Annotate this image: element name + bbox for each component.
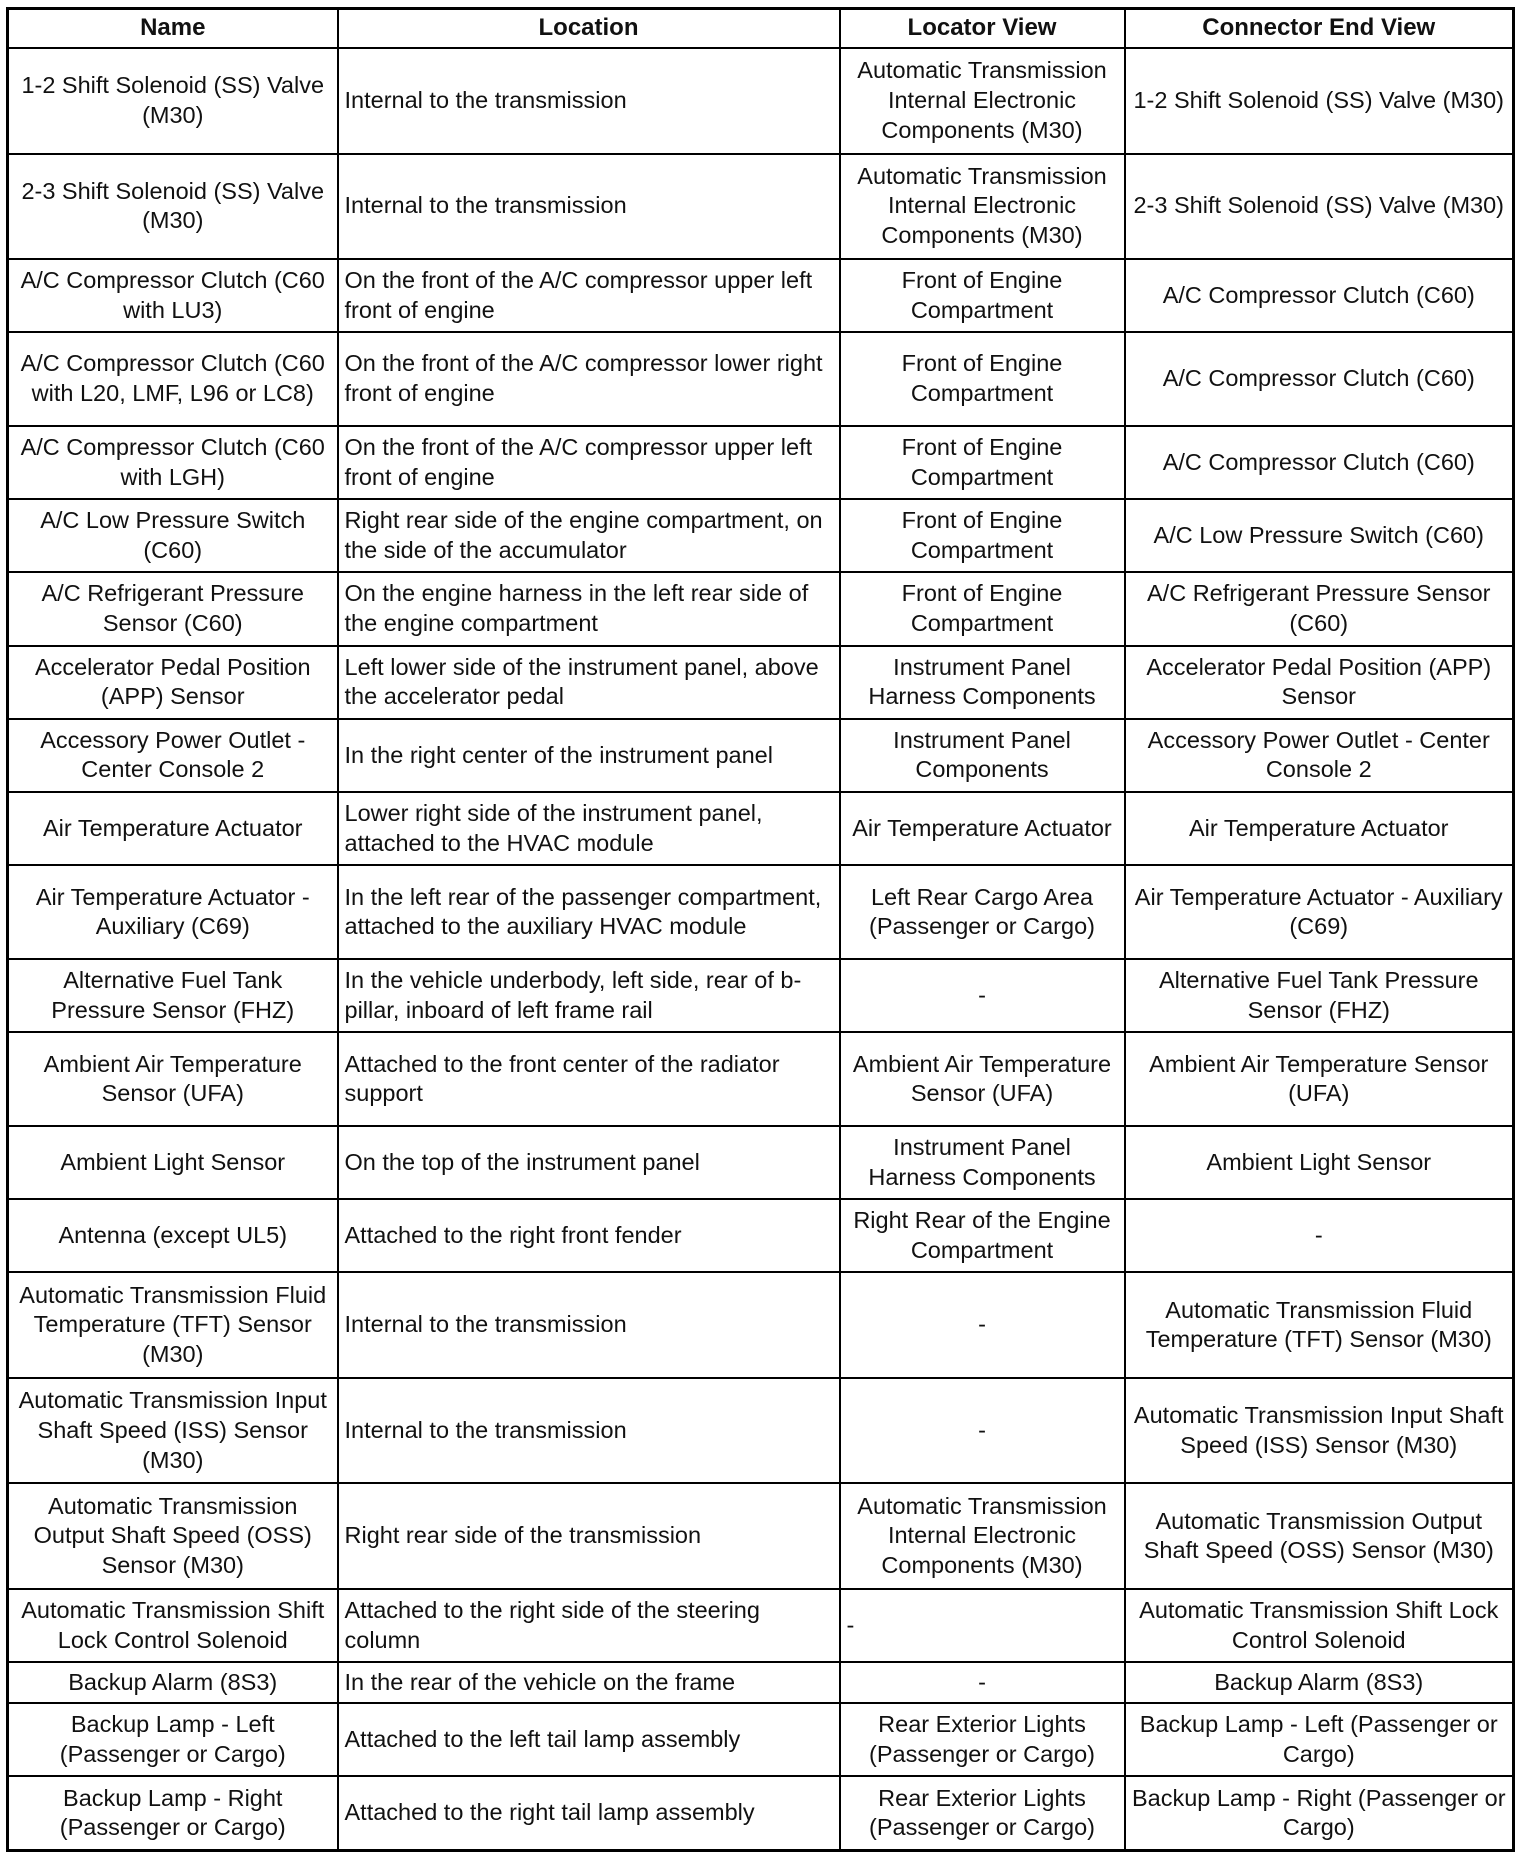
table-row xyxy=(8,1703,1514,1776)
table-row xyxy=(8,646,1514,719)
cell-name: A/C Compressor Clutch (C60 with LU3) xyxy=(8,259,338,332)
cell-connector-end-view: Ambient Light Sensor xyxy=(1125,1126,1514,1199)
column-header-locator-view: Locator View xyxy=(840,9,1125,49)
table-row xyxy=(8,865,1514,959)
cell-locator-view: Instrument Panel Harness Components xyxy=(840,646,1125,719)
cell-location: In the vehicle underbody, left side, rear of b-pillar, inboard of left frame rail xyxy=(338,959,840,1032)
cell-name: Air Temperature Actuator - Auxiliary (C69) xyxy=(8,865,338,959)
cell-connector-end-view: A/C Refrigerant Pressure Sensor (C60) xyxy=(1125,572,1514,645)
cell-location: Attached to the left tail lamp assembly xyxy=(338,1703,840,1776)
cell-location: Attached to the right side of the steering column xyxy=(338,1589,840,1662)
cell-connector-end-view: Accessory Power Outlet - Center Console 2 xyxy=(1125,719,1514,792)
cell-location: Attached to the right front fender xyxy=(338,1199,840,1272)
cell-location: On the top of the instrument panel xyxy=(338,1126,840,1199)
table-row xyxy=(8,259,1514,332)
cell-connector-end-view: A/C Compressor Clutch (C60) xyxy=(1125,426,1514,499)
table-row xyxy=(8,1483,1514,1589)
cell-location: Lower right side of the instrument panel, attached to the HVAC module xyxy=(338,792,840,865)
table-row xyxy=(8,1589,1514,1662)
table-row xyxy=(8,499,1514,572)
cell-location: Internal to the transmission xyxy=(338,1378,840,1484)
table-row xyxy=(8,48,1514,154)
cell-connector-end-view: 1-2 Shift Solenoid (SS) Valve (M30) xyxy=(1125,48,1514,154)
cell-locator-view: - xyxy=(840,1662,1125,1703)
table-row xyxy=(8,1662,1514,1703)
cell-name: Backup Alarm (8S3) xyxy=(8,1662,338,1703)
cell-name: Automatic Transmission Output Shaft Speed (OSS) Sensor (M30) xyxy=(8,1483,338,1589)
cell-name: Ambient Light Sensor xyxy=(8,1126,338,1199)
cell-locator-view: Front of Engine Compartment xyxy=(840,499,1125,572)
cell-locator-view: - xyxy=(840,1589,1125,1662)
cell-connector-end-view: A/C Low Pressure Switch (C60) xyxy=(1125,499,1514,572)
column-header-connector-end-view: Connector End View xyxy=(1125,9,1514,49)
cell-connector-end-view: Alternative Fuel Tank Pressure Sensor (FHZ) xyxy=(1125,959,1514,1032)
cell-connector-end-view: Backup Lamp - Left (Passenger or Cargo) xyxy=(1125,1703,1514,1776)
cell-location: On the front of the A/C compressor upper left front of engine xyxy=(338,426,840,499)
cell-name: Automatic Transmission Fluid Temperature (TFT) Sensor (M30) xyxy=(8,1272,338,1378)
cell-location: Internal to the transmission xyxy=(338,154,840,260)
table-row xyxy=(8,572,1514,645)
cell-name: A/C Compressor Clutch (C60 with L20, LMF, L96 or LC8) xyxy=(8,332,338,426)
cell-name: Air Temperature Actuator xyxy=(8,792,338,865)
cell-location: On the engine harness in the left rear side of the engine compartment xyxy=(338,572,840,645)
cell-locator-view: Front of Engine Compartment xyxy=(840,426,1125,499)
table-row xyxy=(8,332,1514,426)
cell-locator-view: Automatic Transmission Internal Electronic Components (M30) xyxy=(840,154,1125,260)
cell-connector-end-view: 2-3 Shift Solenoid (SS) Valve (M30) xyxy=(1125,154,1514,260)
cell-locator-view: Front of Engine Compartment xyxy=(840,332,1125,426)
cell-location: Right rear side of the transmission xyxy=(338,1483,840,1589)
table-row xyxy=(8,959,1514,1032)
cell-connector-end-view: Backup Alarm (8S3) xyxy=(1125,1662,1514,1703)
cell-name: Alternative Fuel Tank Pressure Sensor (FHZ) xyxy=(8,959,338,1032)
cell-connector-end-view: Automatic Transmission Input Shaft Speed (ISS) Sensor (M30) xyxy=(1125,1378,1514,1484)
cell-locator-view: Instrument Panel Components xyxy=(840,719,1125,792)
cell-name: Antenna (except UL5) xyxy=(8,1199,338,1272)
cell-locator-view: Automatic Transmission Internal Electronic Components (M30) xyxy=(840,48,1125,154)
cell-name: Automatic Transmission Input Shaft Speed (ISS) Sensor (M30) xyxy=(8,1378,338,1484)
cell-location: Left lower side of the instrument panel, above the accelerator pedal xyxy=(338,646,840,719)
cell-locator-view: Left Rear Cargo Area (Passenger or Cargo) xyxy=(840,865,1125,959)
column-header-location: Location xyxy=(338,9,840,49)
table-row xyxy=(8,1378,1514,1484)
cell-connector-end-view: Automatic Transmission Fluid Temperature (TFT) Sensor (M30) xyxy=(1125,1272,1514,1378)
table-row xyxy=(8,792,1514,865)
table-row xyxy=(8,1776,1514,1850)
table-row xyxy=(8,1272,1514,1378)
cell-name: Ambient Air Temperature Sensor (UFA) xyxy=(8,1032,338,1126)
cell-name: Accessory Power Outlet - Center Console 2 xyxy=(8,719,338,792)
cell-connector-end-view: - xyxy=(1125,1199,1514,1272)
cell-locator-view: Front of Engine Compartment xyxy=(840,572,1125,645)
cell-name: A/C Refrigerant Pressure Sensor (C60) xyxy=(8,572,338,645)
cell-connector-end-view: Ambient Air Temperature Sensor (UFA) xyxy=(1125,1032,1514,1126)
cell-locator-view: Ambient Air Temperature Sensor (UFA) xyxy=(840,1032,1125,1126)
cell-location: Internal to the transmission xyxy=(338,48,840,154)
cell-name: A/C Low Pressure Switch (C60) xyxy=(8,499,338,572)
cell-locator-view: - xyxy=(840,1378,1125,1484)
table-row xyxy=(8,719,1514,792)
header-row xyxy=(8,9,1514,49)
cell-location: On the front of the A/C compressor lower right front of engine xyxy=(338,332,840,426)
cell-name: 2-3 Shift Solenoid (SS) Valve (M30) xyxy=(8,154,338,260)
cell-locator-view: Air Temperature Actuator xyxy=(840,792,1125,865)
cell-locator-view: - xyxy=(840,959,1125,1032)
table-row xyxy=(8,1126,1514,1199)
cell-name: Automatic Transmission Shift Lock Control Solenoid xyxy=(8,1589,338,1662)
cell-location: In the left rear of the passenger compartment, attached to the auxiliary HVAC module xyxy=(338,865,840,959)
cell-locator-view: Front of Engine Compartment xyxy=(840,259,1125,332)
cell-name: Backup Lamp - Right (Passenger or Cargo) xyxy=(8,1776,338,1850)
column-header-name: Name xyxy=(8,9,338,49)
cell-connector-end-view: Automatic Transmission Shift Lock Control Solenoid xyxy=(1125,1589,1514,1662)
cell-connector-end-view: Backup Lamp - Right (Passenger or Cargo) xyxy=(1125,1776,1514,1850)
cell-connector-end-view: Air Temperature Actuator xyxy=(1125,792,1514,865)
cell-connector-end-view: A/C Compressor Clutch (C60) xyxy=(1125,259,1514,332)
cell-locator-view: - xyxy=(840,1272,1125,1378)
cell-location: Attached to the front center of the radiator support xyxy=(338,1032,840,1126)
cell-name: Backup Lamp - Left (Passenger or Cargo) xyxy=(8,1703,338,1776)
cell-locator-view: Rear Exterior Lights (Passenger or Cargo) xyxy=(840,1703,1125,1776)
cell-location: Right rear side of the engine compartment, on the side of the accumulator xyxy=(338,499,840,572)
cell-name: 1-2 Shift Solenoid (SS) Valve (M30) xyxy=(8,48,338,154)
table-row xyxy=(8,154,1514,260)
cell-location: In the right center of the instrument panel xyxy=(338,719,840,792)
cell-connector-end-view: Air Temperature Actuator - Auxiliary (C69) xyxy=(1125,865,1514,959)
table-row xyxy=(8,1032,1514,1126)
cell-connector-end-view: A/C Compressor Clutch (C60) xyxy=(1125,332,1514,426)
cell-name: Accelerator Pedal Position (APP) Sensor xyxy=(8,646,338,719)
cell-locator-view: Right Rear of the Engine Compartment xyxy=(840,1199,1125,1272)
cell-connector-end-view: Automatic Transmission Output Shaft Speed (OSS) Sensor (M30) xyxy=(1125,1483,1514,1589)
cell-locator-view: Instrument Panel Harness Components xyxy=(840,1126,1125,1199)
table-row xyxy=(8,1199,1514,1272)
cell-location: Internal to the transmission xyxy=(338,1272,840,1378)
cell-name: A/C Compressor Clutch (C60 with LGH) xyxy=(8,426,338,499)
cell-locator-view: Rear Exterior Lights (Passenger or Cargo) xyxy=(840,1776,1125,1850)
cell-connector-end-view: Accelerator Pedal Position (APP) Sensor xyxy=(1125,646,1514,719)
cell-location: In the rear of the vehicle on the frame xyxy=(338,1662,840,1703)
cell-locator-view: Automatic Transmission Internal Electronic Components (M30) xyxy=(840,1483,1125,1589)
cell-location: On the front of the A/C compressor upper left front of engine xyxy=(338,259,840,332)
cell-location: Attached to the right tail lamp assembly xyxy=(338,1776,840,1850)
component-locator-sheet xyxy=(6,7,1512,1852)
table-row xyxy=(8,426,1514,499)
component-locator-table xyxy=(6,7,1515,1852)
